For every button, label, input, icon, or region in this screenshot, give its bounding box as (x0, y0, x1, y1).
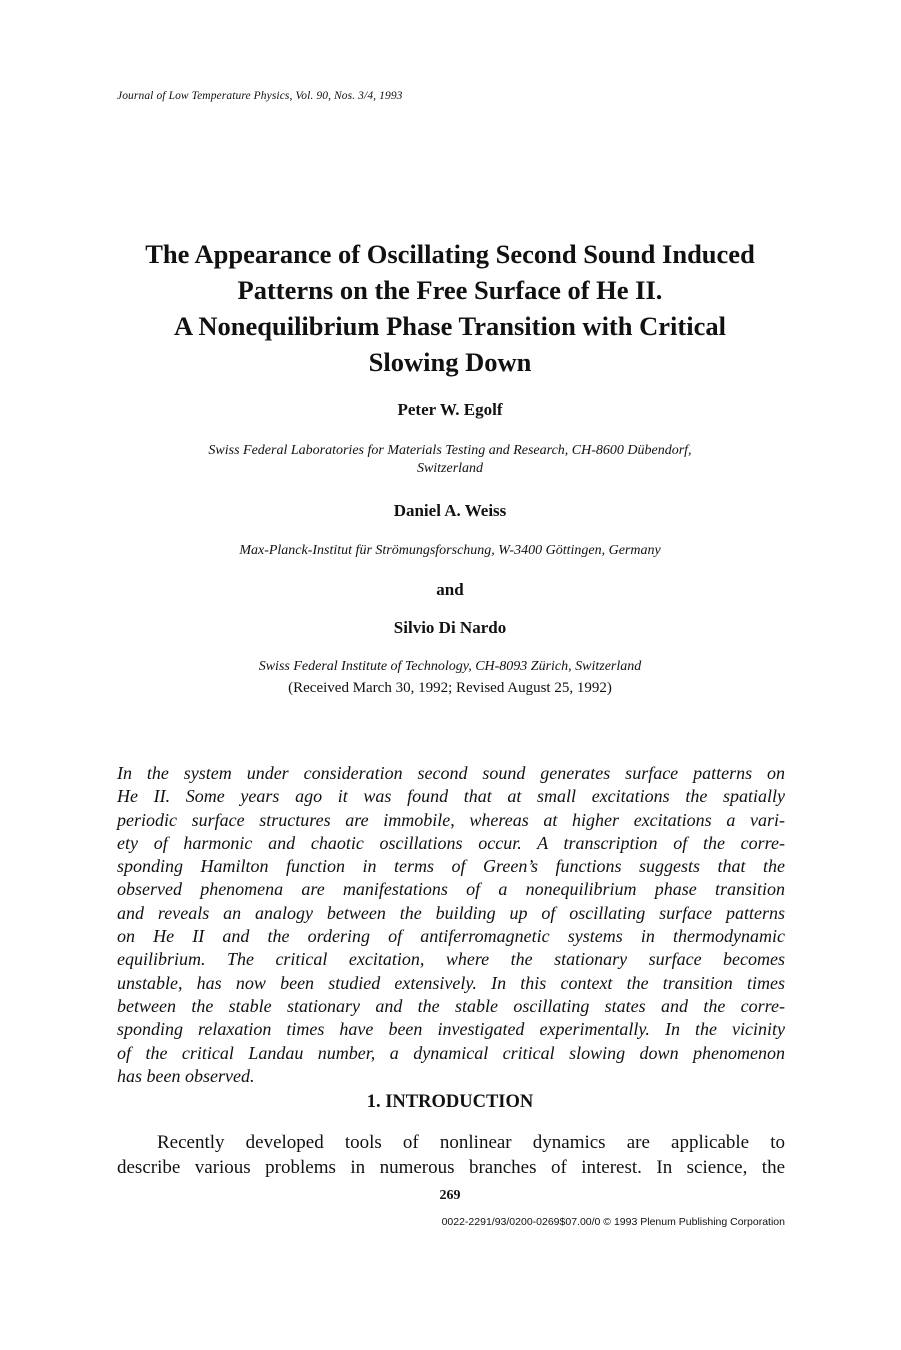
abstract-line: of the critical Landau number, a dynamical critical slowing down phenomenon (117, 1042, 785, 1063)
journal-citation: Journal of Low Temperature Physics, Vol. 90, Nos. 3/4, 1993 (117, 90, 403, 102)
title-line: A Nonequilibrium Phase Transition with Critical (174, 311, 726, 341)
abstract-line: periodic surface structures are immobile, whereas at higher excitations a vari- (117, 809, 785, 830)
author-affiliation (100, 658, 800, 676)
title-line: Patterns on the Free Surface of He II. (237, 275, 663, 305)
title-line: Slowing Down (368, 347, 532, 377)
body-line: Recently developed tools of nonlinear dynamics are applicable to (157, 1132, 785, 1153)
abstract-line: and reveals an analogy between the building up of oscillating surface patterns (117, 902, 785, 923)
section-body (117, 1130, 785, 1180)
title-line: The Appearance of Oscillating Second Sound Induced (145, 239, 755, 269)
author-name: Peter W. Egolf (397, 400, 503, 419)
abstract-line: on He II and the ordering of antiferromagnetic systems in thermodynamic (117, 926, 785, 947)
affiliation-line: Switzerland (416, 461, 484, 476)
author-affiliation (100, 542, 800, 560)
abstract-line: sponding relaxation times have been investigated experimentally. In the vicinity (117, 1019, 785, 1040)
author-affiliation (100, 442, 800, 478)
body-line: describe various problems in numerous branches of interest. In science, the (117, 1157, 785, 1178)
author-name: Daniel A. Weiss (393, 501, 507, 520)
copyright-line: 0022-2291/93/0200-0269$07.00/0 © 1993 Plenum Publishing Corporation (441, 1216, 785, 1228)
author-name: Silvio Di Nardo (393, 618, 507, 637)
abstract-line: between the stable stationary and the stable oscillating states and the corre- (117, 995, 785, 1016)
abstract-line: In the system under consideration second sound generates surface patterns on (117, 763, 785, 783)
received-dates: (Received March 30, 1992; Revised August 25, 1992) (288, 680, 612, 696)
abstract-line: unstable, has now been studied extensively. In this context the transition times (117, 972, 785, 993)
author-connector: and (436, 580, 464, 599)
affiliation-line: Swiss Federal Institute of Technology, CH-8093 Zürich, Switzerland (258, 659, 642, 674)
abstract-line: sponding Hamilton function in terms of Green’s functions suggests that the (117, 856, 785, 877)
abstract-line: equilibrium. The critical excitation, where the stationary surface becomes (117, 949, 785, 970)
abstract-line: has been observed. (117, 1065, 255, 1086)
paper-title (100, 236, 800, 380)
abstract-line: He II. Some years ago it was found that at small excitations the spatially (117, 786, 785, 807)
abstract-line: observed phenomena are manifestations of a nonequilibrium phase transition (117, 879, 785, 900)
section-heading: 1. INTRODUCTION (366, 1092, 534, 1112)
abstract-line: ety of harmonic and chaotic oscillations occur. A transcription of the corre- (117, 832, 785, 853)
affiliation-line: Swiss Federal Laboratories for Materials Testing and Research, CH-8600 Dübendorf, (208, 443, 692, 458)
page-number: 269 (439, 1188, 461, 1203)
abstract (117, 762, 785, 1088)
affiliation-line: Max-Planck-Institut für Strömungsforschung, W-3400 Göttingen, Germany (239, 543, 661, 558)
